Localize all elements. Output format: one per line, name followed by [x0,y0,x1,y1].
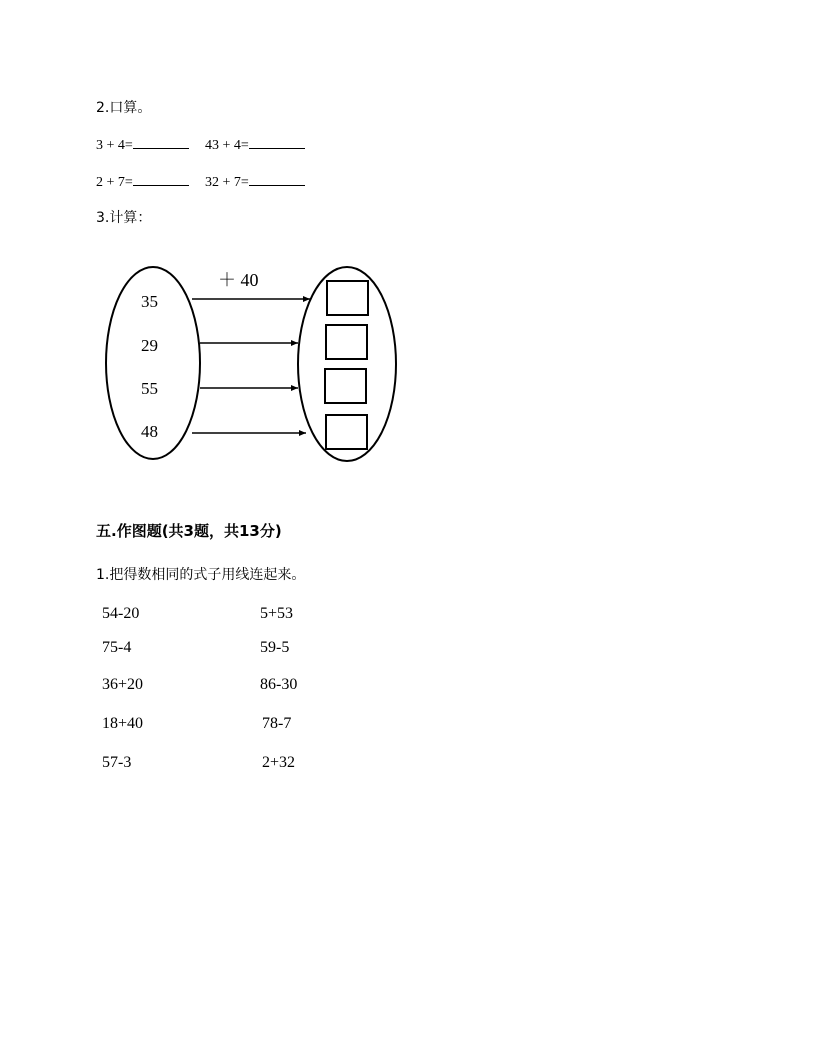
right-expression[interactable]: 5+53 [260,605,294,622]
mapping-diagram [100,262,400,467]
answer-box[interactable] [326,415,367,449]
left-expression[interactable]: 54-20 [102,605,140,622]
answer-blank[interactable] [249,173,305,186]
oral-calc-item [96,173,189,191]
section-heading: 五.作图题(共3题，共13分) [96,522,282,540]
answer-box[interactable] [326,325,367,359]
right-expression[interactable]: 59-5 [260,639,290,656]
oral-calc-item [205,136,305,154]
left-expression[interactable]: 36+20 [102,676,144,693]
q1-title: 1.把得数相同的式子用线连起来。 [96,567,306,583]
input-number: 55 [141,379,158,398]
left-expression[interactable]: 57-3 [102,754,132,771]
right-expression[interactable]: 2+32 [262,754,296,771]
input-number: 35 [141,292,158,311]
oral-calc-expr: 43 + 4= [205,138,249,153]
input-number: 29 [141,336,158,355]
oral-calc-item [96,136,189,154]
right-expression[interactable]: 78-7 [262,715,292,732]
input-number: 48 [141,422,158,441]
answer-box[interactable] [325,369,366,403]
answer-blank[interactable] [133,136,189,149]
operation-label: ＋ 40 [218,270,259,290]
left-expression[interactable]: 75-4 [102,639,132,656]
answer-blank[interactable] [133,173,189,186]
oral-calc-expr: 3 + 4= [96,138,133,153]
q2-title: 2.口算。 [96,100,152,116]
oral-calc-item [205,173,305,191]
answer-box[interactable] [327,281,368,315]
left-expression[interactable]: 18+40 [102,715,144,732]
oral-calc-expr: 32 + 7= [205,175,249,190]
answer-blank[interactable] [249,136,305,149]
q3-title: 3.计算： [96,210,152,226]
right-expression[interactable]: 86-30 [260,676,298,693]
oral-calc-expr: 2 + 7= [96,175,133,190]
